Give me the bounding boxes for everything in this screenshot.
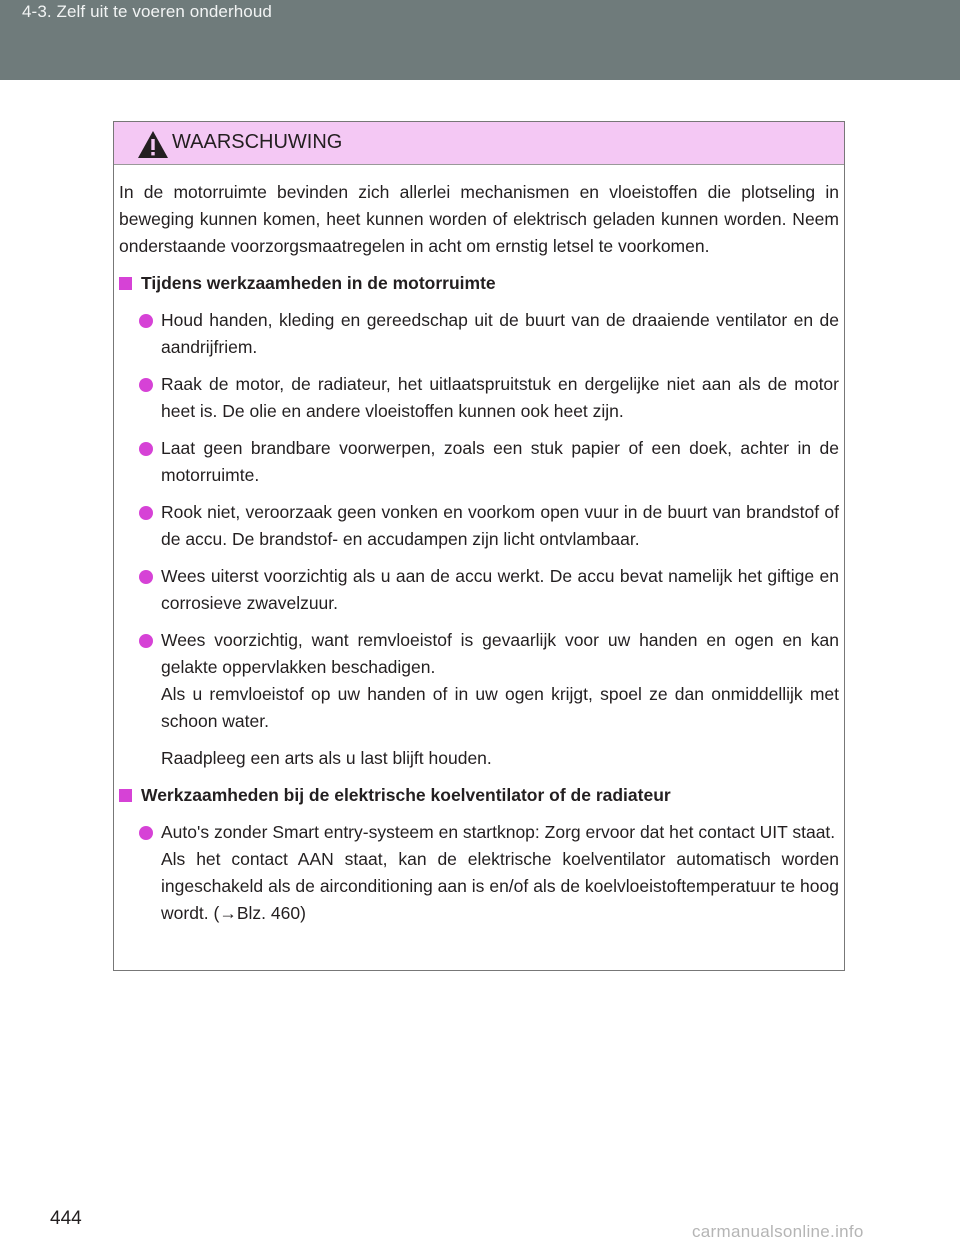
round-bullet-icon (139, 826, 153, 840)
list-item (119, 627, 839, 681)
list-item-text: Wees voorzichtig, want remvloeistof is gevaarlijk voor uw handen en ogen en kan gelakte oppervlakken beschadigen. (161, 630, 839, 677)
watermark: carmanualsonline.info (692, 1222, 864, 1241)
round-bullet-icon (139, 506, 153, 520)
list-item (119, 435, 839, 489)
warning-header (114, 122, 844, 165)
warning-body (114, 165, 844, 927)
warning-triangle-icon (137, 130, 169, 159)
round-bullet-icon (139, 442, 153, 456)
list-item (119, 307, 839, 361)
list-item-text: Raak de motor, de radiateur, het uitlaatspruitstuk en dergelijke niet aan als de motor heet is. De olie en andere vloeistoffen kunnen ook heet zijn. (161, 374, 839, 421)
list-item-continuation: Als u remvloeistof op uw handen of in uw ogen krijgt, spoel ze dan onmiddellijk met schoon water. (161, 684, 839, 731)
list-item-continuation: Raadpleeg een arts als u last blijft houden. (161, 748, 492, 768)
round-bullet-icon (139, 634, 153, 648)
warning-box (113, 121, 845, 971)
section-heading-text: Werkzaamheden bij de elektrische koelventilator of de radiateur (141, 785, 671, 805)
intro-paragraph: In de motorruimte bevinden zich allerlei mechanismen en vloeistoffen die plotseling in beweging kunnen komen, heet kunnen worden of elektrisch geladen kunnen worden. Neem onderstaande voorzorgsmaatregelen in acht om ernstig letsel te voorkomen. (119, 182, 839, 256)
list-item (119, 371, 839, 425)
chapter-header (0, 0, 960, 80)
round-bullet-icon (139, 570, 153, 584)
square-bullet-icon (119, 789, 132, 802)
section-heading-text: Tijdens werkzaamheden in de motorruimte (141, 273, 496, 293)
section-heading-engine-compartment (119, 270, 839, 297)
list-item-continuation: Als het contact AAN staat, kan de elektrische koelventilator automatisch worden ingeschakeld als de airconditioning aan is en/of als de koelvloeistoftemperatuur te hoog wordt. (→Blz. 460) (161, 849, 839, 923)
square-bullet-icon (119, 277, 132, 290)
warning-title: WAARSCHUWING (172, 131, 343, 153)
list-item-text: Laat geen brandbare voorwerpen, zoals een stuk papier of een doek, achter in de motorruimte. (161, 438, 839, 485)
list-item (119, 499, 839, 553)
list-item-text: Houd handen, kleding en gereedschap uit de buurt van de draaiende ventilator en de aandrijfriem. (161, 310, 839, 357)
list-item (119, 819, 839, 846)
round-bullet-icon (139, 378, 153, 392)
section-heading-cooling-fan (119, 782, 839, 809)
list-item (119, 563, 839, 617)
chapter-title: 4-3. Zelf uit te voeren onderhoud (22, 2, 272, 21)
round-bullet-icon (139, 314, 153, 328)
list-item-text: Auto's zonder Smart entry-systeem en startknop: Zorg ervoor dat het contact UIT staat. (161, 822, 836, 842)
page-number: 444 (50, 1208, 82, 1229)
list-item-text: Rook niet, veroorzaak geen vonken en voorkom open vuur in de buurt van brandstof of de accu. De brandstof- en accudampen zijn licht ontvlambaar. (161, 502, 839, 549)
list-item-text: Wees uiterst voorzichtig als u aan de accu werkt. De accu bevat namelijk het giftige en corrosieve zwavelzuur. (161, 566, 839, 613)
